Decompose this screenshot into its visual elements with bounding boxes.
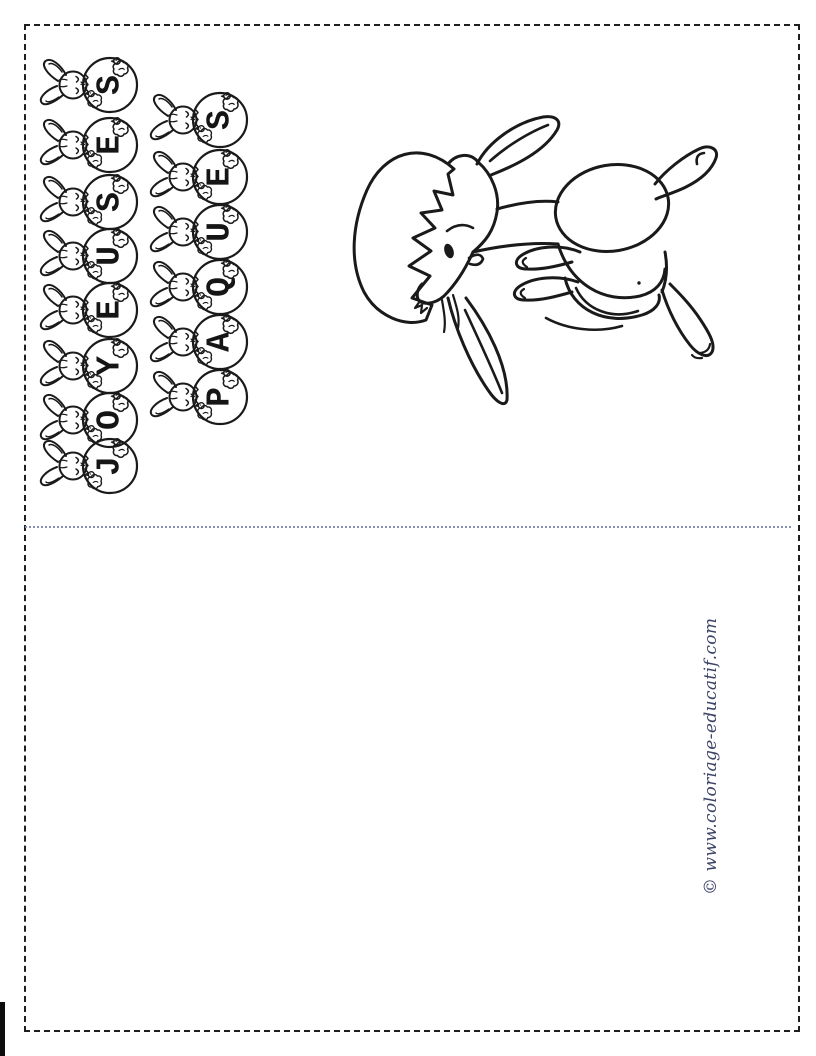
rabbit-hatching-from-egg-icon [350,112,740,432]
letter-glyph: E [201,167,239,187]
bunny-letter-tile [38,55,142,115]
bunny-letter-tile [148,202,252,262]
letter-glyph: U [91,246,129,266]
bunny-letter-tile [148,147,252,207]
letter-glyph: P [201,387,239,407]
bunny-letter-tile [148,257,252,317]
bunny-letter-tile [38,172,142,232]
letter-glyph: S [91,192,129,212]
letter-glyph: U [201,222,239,242]
letter-glyph: E [91,135,129,155]
letter-glyph: S [201,110,239,130]
bunny-letter-tile [38,436,142,496]
bunny-letter-tile [148,312,252,372]
letter-glyph: E [91,300,129,320]
bunny-letter-tile [38,280,142,340]
bunny-letter-tile [148,367,252,427]
letter-glyph: A [201,332,239,352]
card-inside-half [26,529,798,1030]
fold-line [25,526,791,528]
bunny-letter-tile [38,336,142,396]
letter-glyph: O [91,410,129,430]
bunny-letter-tile [38,226,142,286]
letter-glyph: S [91,75,129,95]
copyright-symbol: © [701,877,721,895]
scan-edge-artifact [0,1002,5,1056]
bunny-letter-tile [38,115,142,175]
letter-glyph: J [91,456,129,476]
letter-glyph: Q [201,277,239,297]
bunny-letter-tile [148,90,252,150]
watermark-url: www.coloriage-educatif.com [701,617,721,872]
letter-glyph: Y [91,356,129,376]
watermark [701,617,723,898]
